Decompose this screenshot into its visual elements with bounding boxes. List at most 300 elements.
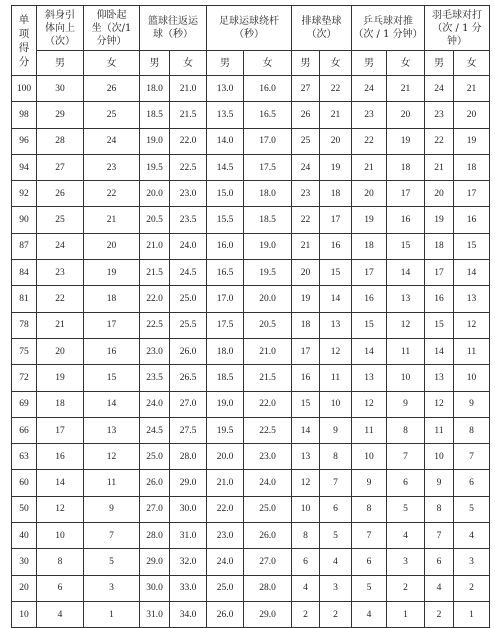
- value-cell: 16.5: [244, 102, 292, 128]
- table-row: [12, 207, 490, 233]
- value-cell: 18: [84, 286, 140, 312]
- value-cell: 5: [454, 496, 490, 522]
- value-cell: 10: [292, 496, 320, 522]
- value-cell: 14: [37, 470, 84, 496]
- value-cell: 6: [454, 470, 490, 496]
- value-cell: 2: [454, 575, 490, 601]
- value-cell: 24: [292, 154, 320, 180]
- value-cell: 18.0: [140, 76, 170, 102]
- value-cell: 16: [292, 365, 320, 391]
- value-cell: 6: [292, 549, 320, 575]
- value-cell: 19: [387, 128, 425, 154]
- value-cell: 13.0: [207, 76, 244, 102]
- value-cell: 16: [352, 286, 387, 312]
- value-cell: 17: [454, 181, 490, 207]
- value-cell: 8: [352, 496, 387, 522]
- value-cell: 25.0: [170, 286, 207, 312]
- value-cell: 9: [425, 470, 454, 496]
- value-cell: 24.0: [207, 549, 244, 575]
- value-cell: 25.5: [170, 312, 207, 338]
- score-cell: 50: [12, 496, 37, 522]
- value-cell: 12: [352, 391, 387, 417]
- value-cell: 21.5: [170, 102, 207, 128]
- value-cell: 19: [425, 207, 454, 233]
- value-cell: 14: [387, 260, 425, 286]
- value-cell: 1: [387, 601, 425, 627]
- value-cell: 18.5: [140, 102, 170, 128]
- value-cell: 9: [454, 391, 490, 417]
- value-cell: 22.0: [140, 286, 170, 312]
- value-cell: 8: [387, 417, 425, 443]
- value-cell: 11: [387, 338, 425, 364]
- value-cell: 14.0: [207, 128, 244, 154]
- value-cell: 14: [352, 338, 387, 364]
- value-cell: 7: [387, 444, 425, 470]
- table-row: [12, 365, 490, 391]
- value-cell: 9: [84, 496, 140, 522]
- value-cell: 25.0: [244, 496, 292, 522]
- table-row: [12, 312, 490, 338]
- value-cell: 4: [387, 523, 425, 549]
- table-row: [12, 391, 490, 417]
- value-cell: 24: [425, 76, 454, 102]
- value-cell: 18.0: [244, 181, 292, 207]
- sub-header: 女: [170, 51, 207, 76]
- value-cell: 14: [84, 391, 140, 417]
- value-cell: 16: [454, 207, 490, 233]
- value-cell: 24: [84, 128, 140, 154]
- value-cell: 13.5: [207, 102, 244, 128]
- value-cell: 26: [292, 102, 320, 128]
- value-cell: 16.0: [244, 76, 292, 102]
- value-cell: 9: [352, 470, 387, 496]
- value-cell: 15: [352, 312, 387, 338]
- score-table-container: [11, 5, 489, 628]
- value-cell: 11: [425, 417, 454, 443]
- value-cell: 19: [84, 260, 140, 286]
- value-cell: 26.0: [140, 470, 170, 496]
- value-cell: 24: [352, 76, 387, 102]
- value-cell: 19.5: [244, 260, 292, 286]
- value-cell: 18: [292, 312, 320, 338]
- table-body: [12, 76, 490, 628]
- value-cell: 5: [84, 549, 140, 575]
- value-cell: 21: [320, 102, 352, 128]
- value-cell: 9: [320, 417, 352, 443]
- value-cell: 17: [320, 207, 352, 233]
- value-cell: 23: [37, 260, 84, 286]
- value-cell: 3: [454, 549, 490, 575]
- sub-header: 女: [454, 51, 490, 76]
- value-cell: 8: [292, 523, 320, 549]
- value-cell: 10: [37, 523, 84, 549]
- sub-header: 女: [244, 51, 292, 76]
- value-cell: 17.5: [207, 312, 244, 338]
- value-cell: 30.0: [170, 496, 207, 522]
- value-cell: 10: [387, 365, 425, 391]
- value-cell: 26: [37, 181, 84, 207]
- value-cell: 33.0: [170, 575, 207, 601]
- score-table: [11, 5, 490, 628]
- value-cell: 29.0: [140, 549, 170, 575]
- value-cell: 28.0: [170, 444, 207, 470]
- value-cell: 21.0: [244, 338, 292, 364]
- value-cell: 27.0: [140, 496, 170, 522]
- value-cell: 2: [387, 575, 425, 601]
- header-volleyball: 排球垫球 （次）: [292, 6, 352, 51]
- score-cell: 84: [12, 260, 37, 286]
- value-cell: 6: [352, 549, 387, 575]
- value-cell: 10: [425, 444, 454, 470]
- value-cell: 11: [454, 338, 490, 364]
- score-cell: 75: [12, 338, 37, 364]
- value-cell: 21.0: [140, 233, 170, 259]
- value-cell: 12: [292, 470, 320, 496]
- value-cell: 29.0: [170, 470, 207, 496]
- value-cell: 18: [37, 391, 84, 417]
- value-cell: 18: [454, 154, 490, 180]
- score-cell: 81: [12, 286, 37, 312]
- value-cell: 22.0: [207, 496, 244, 522]
- score-cell: 66: [12, 417, 37, 443]
- value-cell: 27: [37, 154, 84, 180]
- value-cell: 21: [352, 154, 387, 180]
- value-cell: 29: [37, 102, 84, 128]
- value-cell: 15: [292, 391, 320, 417]
- value-cell: 4: [37, 601, 84, 627]
- value-cell: 18: [425, 233, 454, 259]
- sub-header: 男: [207, 51, 244, 76]
- header-football: 足球运球绕杆 （秒）: [207, 6, 292, 51]
- table-row: [12, 417, 490, 443]
- score-cell: 90: [12, 207, 37, 233]
- value-cell: 1: [454, 601, 490, 627]
- score-cell: 94: [12, 154, 37, 180]
- value-cell: 15: [84, 365, 140, 391]
- value-cell: 27.0: [244, 549, 292, 575]
- value-cell: 26.0: [244, 523, 292, 549]
- value-cell: 13: [454, 286, 490, 312]
- value-cell: 3: [387, 549, 425, 575]
- sub-header: 男: [37, 51, 84, 76]
- value-cell: 16: [320, 233, 352, 259]
- value-cell: 17: [292, 338, 320, 364]
- value-cell: 23.0: [244, 444, 292, 470]
- value-cell: 22.5: [244, 417, 292, 443]
- score-header: 单 项 得 分: [12, 6, 37, 76]
- value-cell: 21.0: [207, 470, 244, 496]
- value-cell: 2: [292, 601, 320, 627]
- value-cell: 16: [84, 338, 140, 364]
- value-cell: 22.5: [170, 154, 207, 180]
- value-cell: 30.0: [140, 575, 170, 601]
- score-cell: 92: [12, 181, 37, 207]
- table-row: [12, 575, 490, 601]
- value-cell: 24.0: [170, 233, 207, 259]
- value-cell: 22: [84, 181, 140, 207]
- value-cell: 24.0: [244, 470, 292, 496]
- value-cell: 4: [292, 575, 320, 601]
- value-cell: 22.0: [170, 128, 207, 154]
- value-cell: 19.0: [244, 233, 292, 259]
- value-cell: 21: [387, 76, 425, 102]
- sub-header: 女: [84, 51, 140, 76]
- value-cell: 10: [454, 365, 490, 391]
- value-cell: 23.0: [170, 181, 207, 207]
- score-cell: 40: [12, 523, 37, 549]
- value-cell: 16: [425, 286, 454, 312]
- value-cell: 23: [84, 154, 140, 180]
- value-cell: 27: [292, 76, 320, 102]
- value-cell: 19: [454, 128, 490, 154]
- value-cell: 15: [425, 312, 454, 338]
- value-cell: 6: [37, 575, 84, 601]
- table-row: [12, 444, 490, 470]
- value-cell: 20.5: [244, 312, 292, 338]
- table-row: [12, 260, 490, 286]
- sub-header: 女: [387, 51, 425, 76]
- value-cell: 15: [387, 233, 425, 259]
- table-row: [12, 286, 490, 312]
- value-cell: 21: [37, 312, 84, 338]
- value-cell: 18.0: [207, 338, 244, 364]
- value-cell: 20.0: [140, 181, 170, 207]
- value-cell: 23.5: [170, 207, 207, 233]
- value-cell: 13: [352, 365, 387, 391]
- value-cell: 19: [320, 154, 352, 180]
- value-cell: 12: [37, 496, 84, 522]
- value-cell: 29.0: [244, 601, 292, 627]
- value-cell: 13: [387, 286, 425, 312]
- value-cell: 14.5: [207, 154, 244, 180]
- value-cell: 20.5: [140, 207, 170, 233]
- value-cell: 18: [387, 154, 425, 180]
- value-cell: 20: [454, 102, 490, 128]
- value-cell: 20: [387, 102, 425, 128]
- value-cell: 22: [425, 128, 454, 154]
- value-cell: 4: [425, 575, 454, 601]
- table-header: [12, 6, 490, 76]
- value-cell: 16: [37, 444, 84, 470]
- value-cell: 14: [320, 286, 352, 312]
- value-cell: 24: [37, 233, 84, 259]
- value-cell: 25: [84, 102, 140, 128]
- value-cell: 24.0: [140, 391, 170, 417]
- value-cell: 8: [454, 417, 490, 443]
- value-cell: 17.0: [244, 128, 292, 154]
- value-cell: 2: [320, 601, 352, 627]
- value-cell: 15.0: [207, 181, 244, 207]
- value-cell: 26.5: [170, 365, 207, 391]
- sub-header: 男: [352, 51, 387, 76]
- table-row: [12, 76, 490, 102]
- table-row: [12, 523, 490, 549]
- value-cell: 5: [387, 496, 425, 522]
- value-cell: 16: [387, 207, 425, 233]
- value-cell: 19.5: [207, 417, 244, 443]
- table-row: [12, 233, 490, 259]
- value-cell: 21: [84, 207, 140, 233]
- value-cell: 6: [387, 470, 425, 496]
- value-cell: 23.0: [140, 338, 170, 364]
- value-cell: 13: [292, 444, 320, 470]
- value-cell: 23: [352, 102, 387, 128]
- value-cell: 30: [37, 76, 84, 102]
- value-cell: 20: [37, 338, 84, 364]
- value-cell: 19.0: [140, 128, 170, 154]
- value-cell: 25: [37, 207, 84, 233]
- table-row: [12, 181, 490, 207]
- value-cell: 20.0: [244, 286, 292, 312]
- sub-header: 男: [425, 51, 454, 76]
- score-cell: 60: [12, 470, 37, 496]
- value-cell: 28.0: [140, 523, 170, 549]
- value-cell: 26.0: [170, 338, 207, 364]
- value-cell: 17: [352, 260, 387, 286]
- value-cell: 14: [292, 417, 320, 443]
- value-cell: 5: [352, 575, 387, 601]
- sub-header: 男: [292, 51, 320, 76]
- value-cell: 21.0: [170, 76, 207, 102]
- score-cell: 30: [12, 549, 37, 575]
- value-cell: 22: [37, 286, 84, 312]
- value-cell: 15.5: [207, 207, 244, 233]
- value-cell: 20: [425, 181, 454, 207]
- score-cell: 72: [12, 365, 37, 391]
- value-cell: 28.0: [244, 575, 292, 601]
- value-cell: 7: [454, 444, 490, 470]
- value-cell: 17.0: [207, 286, 244, 312]
- value-cell: 7: [320, 470, 352, 496]
- value-cell: 4: [352, 601, 387, 627]
- value-cell: 22: [320, 76, 352, 102]
- value-cell: 13: [425, 365, 454, 391]
- value-cell: 27.0: [170, 391, 207, 417]
- value-cell: 26: [84, 76, 140, 102]
- table-row: [12, 338, 490, 364]
- score-cell: 87: [12, 233, 37, 259]
- value-cell: 22: [292, 207, 320, 233]
- table-row: [12, 601, 490, 627]
- score-cell: 96: [12, 128, 37, 154]
- table-row: [12, 470, 490, 496]
- value-cell: 25.0: [207, 575, 244, 601]
- score-cell: 100: [12, 76, 37, 102]
- value-cell: 2: [425, 601, 454, 627]
- value-cell: 17.5: [244, 154, 292, 180]
- value-cell: 31.0: [140, 601, 170, 627]
- value-cell: 18: [320, 181, 352, 207]
- value-cell: 13: [320, 312, 352, 338]
- value-cell: 24.5: [170, 260, 207, 286]
- value-cell: 11: [320, 365, 352, 391]
- value-cell: 13: [84, 417, 140, 443]
- value-cell: 7: [84, 523, 140, 549]
- header-pullup: 斜身引 体向上 （次）: [37, 6, 84, 51]
- table-row: [12, 128, 490, 154]
- value-cell: 15: [320, 260, 352, 286]
- header-table-tennis: 乒乓球对推 （次 / 1 分钟）: [352, 6, 425, 51]
- value-cell: 8: [320, 444, 352, 470]
- value-cell: 19.5: [140, 154, 170, 180]
- score-cell: 78: [12, 312, 37, 338]
- score-cell: 98: [12, 102, 37, 128]
- value-cell: 19: [37, 365, 84, 391]
- value-cell: 14: [425, 338, 454, 364]
- value-cell: 24.5: [140, 417, 170, 443]
- value-cell: 14: [454, 260, 490, 286]
- header-situp: 仰卧起 坐（次/1 分钟）: [84, 6, 140, 51]
- table-row: [12, 102, 490, 128]
- value-cell: 3: [320, 575, 352, 601]
- value-cell: 21: [454, 76, 490, 102]
- value-cell: 20: [352, 181, 387, 207]
- sub-header: 女: [320, 51, 352, 76]
- value-cell: 3: [84, 575, 140, 601]
- table-row: [12, 154, 490, 180]
- value-cell: 8: [37, 549, 84, 575]
- value-cell: 28: [37, 128, 84, 154]
- value-cell: 12: [84, 444, 140, 470]
- value-cell: 5: [320, 523, 352, 549]
- value-cell: 1: [84, 601, 140, 627]
- header-basketball: 篮球往返运 球（秒）: [140, 6, 207, 51]
- value-cell: 16.5: [207, 260, 244, 286]
- value-cell: 16.0: [207, 233, 244, 259]
- value-cell: 25.0: [140, 444, 170, 470]
- value-cell: 23.5: [140, 365, 170, 391]
- value-cell: 19.0: [207, 391, 244, 417]
- table-row: [12, 496, 490, 522]
- value-cell: 25: [292, 128, 320, 154]
- value-cell: 17: [387, 181, 425, 207]
- value-cell: 6: [320, 496, 352, 522]
- value-cell: 10: [320, 391, 352, 417]
- value-cell: 34.0: [170, 601, 207, 627]
- value-cell: 19: [352, 207, 387, 233]
- value-cell: 17: [37, 417, 84, 443]
- sub-header: 男: [140, 51, 170, 76]
- value-cell: 12: [454, 312, 490, 338]
- value-cell: 23: [292, 181, 320, 207]
- value-cell: 11: [84, 470, 140, 496]
- value-cell: 19: [292, 286, 320, 312]
- value-cell: 22.5: [140, 312, 170, 338]
- value-cell: 18.5: [207, 365, 244, 391]
- value-cell: 12: [320, 338, 352, 364]
- score-cell: 63: [12, 444, 37, 470]
- value-cell: 23.0: [207, 523, 244, 549]
- value-cell: 21.5: [140, 260, 170, 286]
- value-cell: 18: [352, 233, 387, 259]
- value-cell: 17: [425, 260, 454, 286]
- header-badminton: 羽毛球对打 （次 / 1 分钟）: [425, 6, 490, 51]
- value-cell: 22.0: [244, 391, 292, 417]
- value-cell: 20: [320, 128, 352, 154]
- value-cell: 22: [352, 128, 387, 154]
- value-cell: 8: [425, 496, 454, 522]
- value-cell: 23: [425, 102, 454, 128]
- value-cell: 12: [387, 312, 425, 338]
- value-cell: 7: [425, 523, 454, 549]
- value-cell: 20: [84, 233, 140, 259]
- value-cell: 21.5: [244, 365, 292, 391]
- value-cell: 21: [425, 154, 454, 180]
- value-cell: 15: [454, 233, 490, 259]
- value-cell: 18.5: [244, 207, 292, 233]
- score-cell: 10: [12, 601, 37, 627]
- value-cell: 10: [352, 444, 387, 470]
